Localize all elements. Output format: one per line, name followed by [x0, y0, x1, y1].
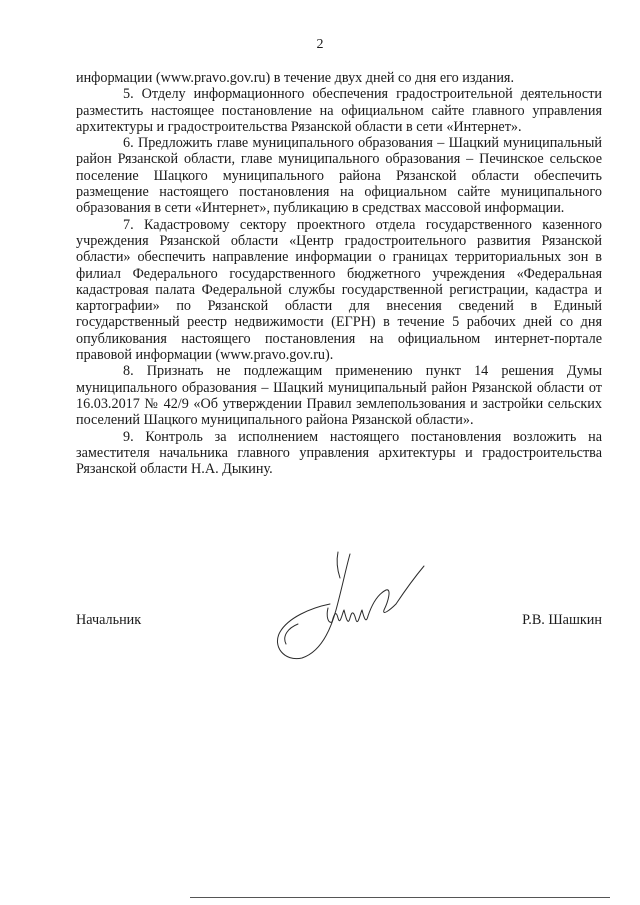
handwritten-signature-icon [258, 548, 428, 668]
paragraph-8: 8. Признать не подлежащим применению пункт 14 решения Думы муниципального образования – Шацкий муниципальный район Рязанской области от 16.03.2017 № 42/9 «Об утверждении Правил землепользования и застройки сельских поселений Шацкого муниципального района Рязанской области». [76, 363, 602, 429]
paragraph-continuation: информации (www.pravo.gov.ru) в течение двух дней со дня его издания. [76, 70, 514, 86]
signer-position: Начальник [76, 612, 142, 628]
paragraph-9: 9. Контроль за исполнением настоящего постановления возложить на заместителя начальника главного управления архитектуры и градостроительства Рязанской области Н.А. Дыкину. [76, 428, 602, 478]
paragraph-7: 7. Кадастровому сектору проектного отдела государственного казенного учреждения Рязанской области «Центр градостроительного развития Рязанской области» обеспечить направление информации о границах территориальных зон в филиал Федерального государственного бюджетного учреждения «Федеральная кадастровая палата Федеральной службы государственной регистрации, кадастра и картографии» по Рязанской области для внесения сведений в Единый государственный реестр недвижимости (ЕГРН) в течение 5 рабочих дней со дня опубликования настоящего постановления на официальном интернет-портале правовой информации (www.pravo.gov.ru). [76, 216, 602, 364]
paragraph-5: 5. Отделу информационного обеспечения градостроительной деятельности разместить настоящее постановление на официальном сайте главного управления архитектуры и градостроительства Рязанской области в сети «Интернет». [76, 86, 602, 135]
signer-name: Р.В. Шашкин [522, 612, 602, 628]
paragraph-6: 6. Предложить главе муниципального образования – Шацкий муниципальный район Рязанской области, главе муниципального образования – Печинское сельское поселение Шацкого муниципального района Рязанской области обеспечить размещение настоящего постановления на официальном сайте муниципального образования в сети «Интернет», публикацию в средствах массовой информации. [76, 135, 602, 217]
bottom-rule [190, 897, 610, 898]
document-body [76, 70, 602, 477]
page-number: 2 [316, 37, 324, 52]
